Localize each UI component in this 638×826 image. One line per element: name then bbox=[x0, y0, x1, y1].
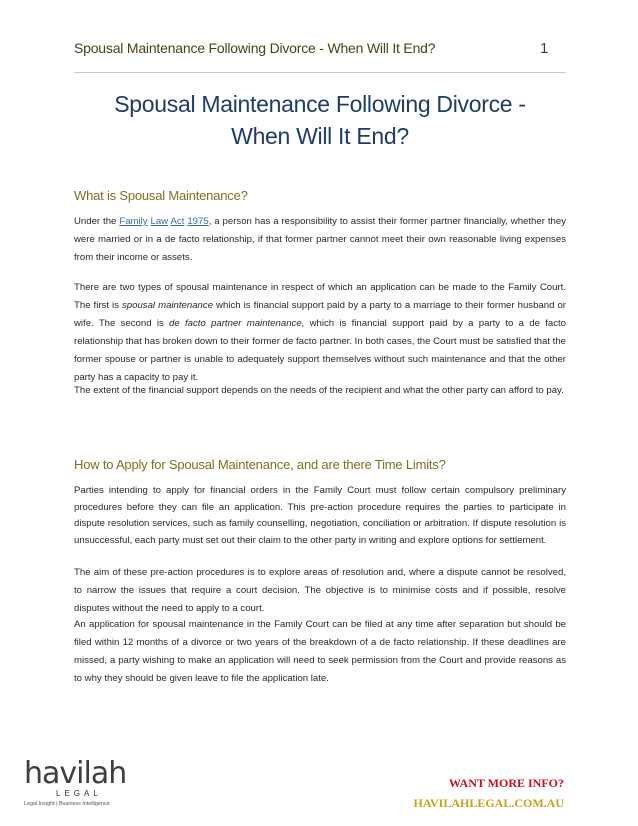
header-divider bbox=[74, 72, 566, 73]
paragraph: The extent of the financial support depends on the needs of the recipient and what the other party can afford to pay. bbox=[74, 385, 564, 396]
paragraph: Parties intending to apply for financial orders in the Family Court must follow certain compulsory preliminary procedures before they can file an application. This pre-action procedure requires the parties to participate in dispute resolution services, such as family counselling, negotiation, conciliation or arbitration. If dispute resolution is unsuccessful, each party must set out their claim to the other party in writing and explore options for settlement. bbox=[74, 485, 566, 546]
text-run: which is financial support paid by a party to a de facto relationship that has broken down to their former de facto partner. In both cases, the Court must be satisfied that the former spouse or partner is unable to adequately support themselves without such maintenance and that the other party has a capacity to pay it. bbox=[74, 318, 566, 383]
italic-term: de facto partner maintenance, bbox=[169, 318, 305, 329]
paragraph: An application for spousal maintenance in the Family Court can be filed at any time after separation but should be filed within 12 months of a divorce or two years of the breakdown of a de facto relationship. If these deadlines are missed, a party wishing to make an application will need to seek permission from the Court and provide reasons as to why they should be given leave to file the application late. bbox=[74, 619, 566, 684]
paragraph bbox=[74, 279, 566, 387]
logo-tagline: Legal Insight | Business Intelligence bbox=[24, 801, 110, 807]
document-title-line2: When Will It End? bbox=[231, 123, 409, 149]
document-title-line1: Spousal Maintenance Following Divorce - bbox=[114, 91, 526, 117]
text-run: Under the bbox=[74, 216, 120, 227]
text-run: which is financial support paid by a party to a marriage to their former husband or wife. The second is bbox=[74, 300, 566, 329]
logo-subtitle: LEGAL bbox=[56, 789, 102, 798]
link-family[interactable]: Family bbox=[119, 216, 148, 227]
section-heading-what-is: What is Spousal Maintenance? bbox=[74, 188, 248, 203]
running-header-title: Spousal Maintenance Following Divorce - When Will It End? bbox=[74, 40, 436, 56]
document-title bbox=[74, 88, 566, 152]
havilah-legal-logo bbox=[24, 756, 127, 812]
section-heading-how-to-apply: How to Apply for Spousal Maintenance, and are there Time Limits? bbox=[74, 457, 446, 472]
page-number: 1 bbox=[540, 40, 549, 57]
logo-wordmark: havilah bbox=[24, 756, 127, 791]
link-1975[interactable]: 1975 bbox=[187, 216, 209, 227]
link-law[interactable]: Law bbox=[150, 216, 169, 227]
cta-website-link[interactable]: HAVILAHLEGAL.COM.AU bbox=[413, 796, 564, 810]
paragraph: The aim of these pre-action procedures is to explore areas of resolution and, where a dispute cannot be resolved, to narrow the issues that require a court decision. The objective is to minimise costs and if possible, resolve disputes without the need to apply to a court. bbox=[74, 567, 566, 614]
link-act[interactable]: Act bbox=[170, 216, 185, 227]
cta-want-more-info: WANT MORE INFO? bbox=[448, 776, 564, 790]
italic-term: spousal maintenance bbox=[122, 300, 214, 311]
paragraph bbox=[74, 213, 566, 267]
text-run: There are two types of spousal maintenance in respect of which an application can be made to the Family Court. The first is bbox=[74, 282, 566, 311]
text-run: , a person has a responsibility to assist their former partner financially, whether they were married or in a de facto relationship, if that former partner cannot meet their own reasonable living expenses from their income or assets. bbox=[74, 216, 566, 263]
